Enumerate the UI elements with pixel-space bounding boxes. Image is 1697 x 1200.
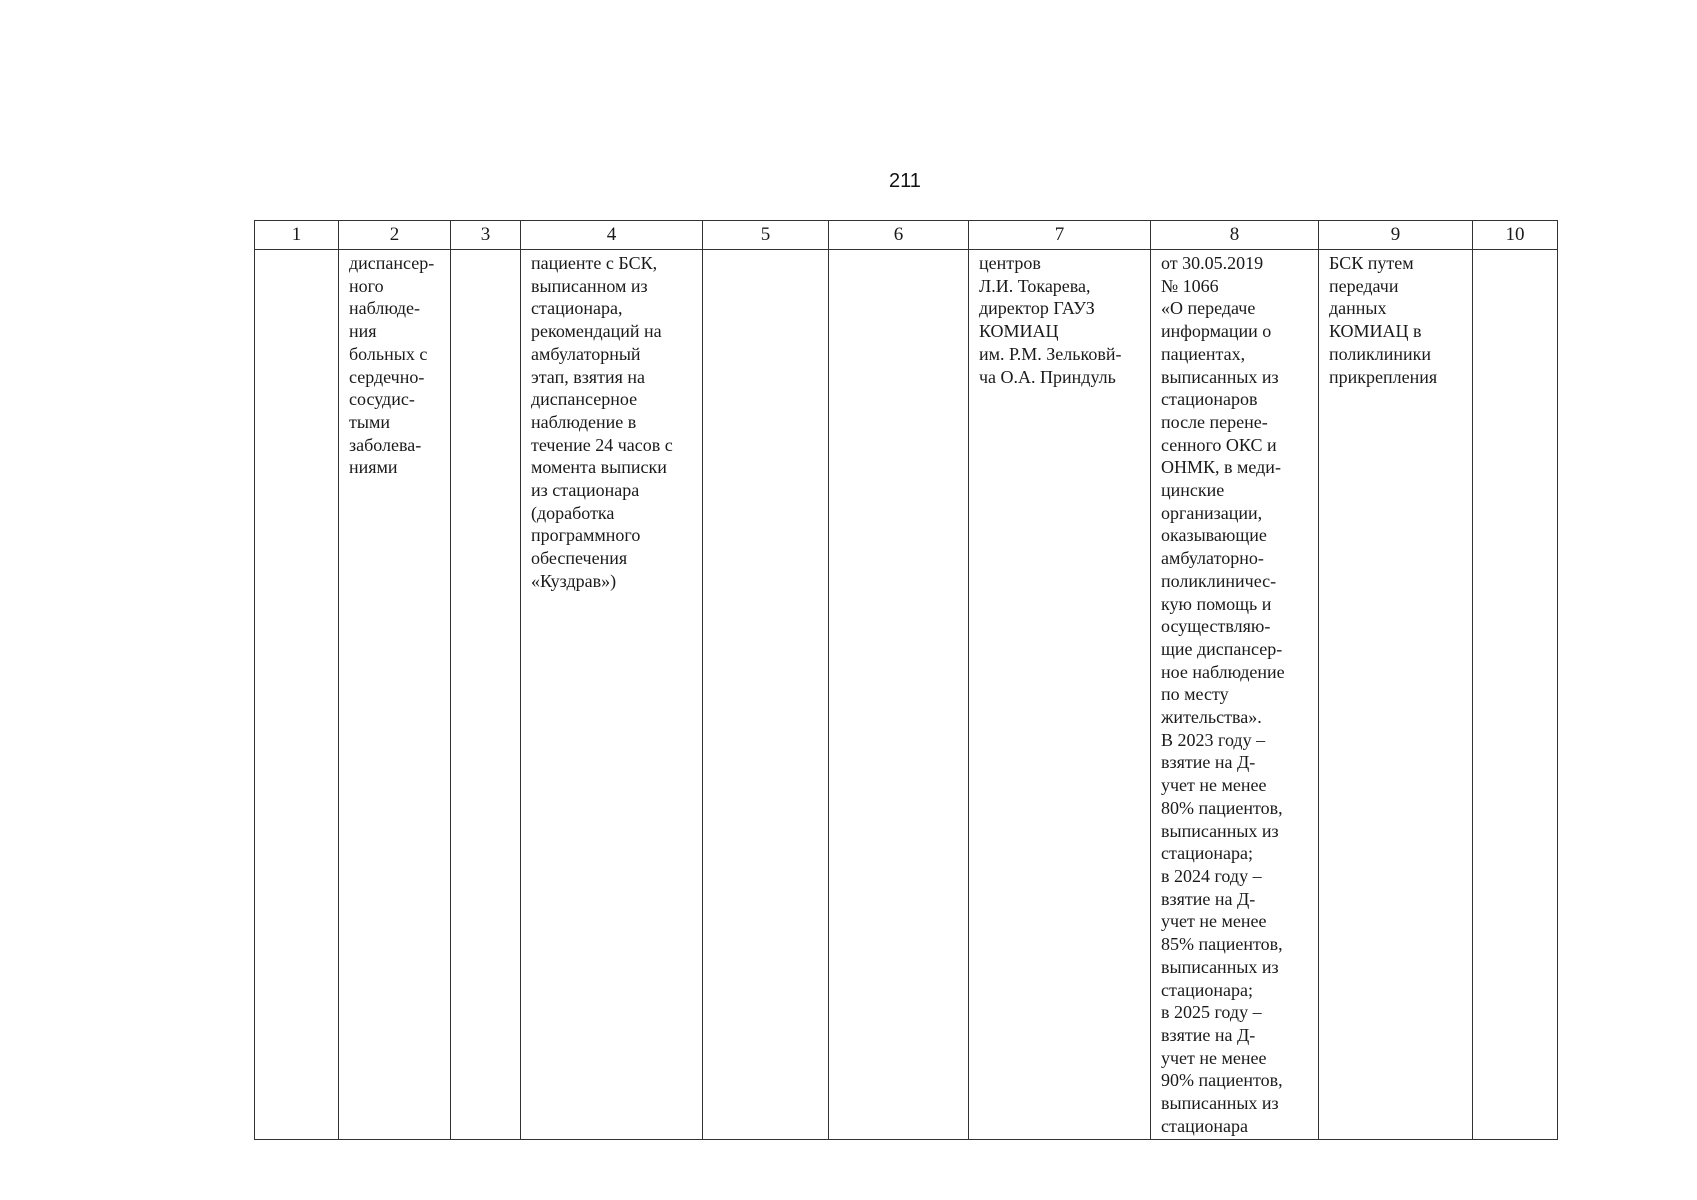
column-header-8: 8 (1151, 221, 1319, 250)
cell-col-3 (451, 250, 521, 1140)
column-header-6: 6 (829, 221, 969, 250)
cell-col-1 (255, 250, 339, 1140)
column-header-2: 2 (339, 221, 451, 250)
cell-col-6 (829, 250, 969, 1140)
column-header-10: 10 (1473, 221, 1558, 250)
cell-col-8: от 30.05.2019 № 1066 «О передаче информации о пациентах, выписанных из стационаров после перене- сенного ОКС и ОНМК, в меди- цинские организации, оказывающие амбулаторно- поликлиничес- кую помощь и осуществляю- щие диспансер- ное наблюдение по месту жительства». В 2023 году – взятие на Д- учет не менее 80% пациентов, выписанных из стационара; в 2024 году – взятие на Д- учет не менее 85% пациентов, выписанных из стационара; в 2025 году – взятие на Д- учет не менее 90% пациентов, выписанных из стационара (1151, 250, 1319, 1140)
column-header-1: 1 (255, 221, 339, 250)
header-row (255, 221, 1558, 250)
column-header-5: 5 (703, 221, 829, 250)
cell-col-9: БСК путем передачи данных КОМИАЦ в поликлиники прикрепления (1319, 250, 1473, 1140)
cell-col-5 (703, 250, 829, 1140)
cell-col-2: диспансер- ного наблюде- ния больных с сердечно- сосудис- тыми заболева- ниями (339, 250, 451, 1140)
column-header-4: 4 (521, 221, 703, 250)
page-number: 211 (889, 170, 921, 192)
column-header-3: 3 (451, 221, 521, 250)
cell-col-10 (1473, 250, 1558, 1140)
column-header-7: 7 (969, 221, 1151, 250)
cell-col-4: пациенте с БСК, выписанном из стационара, рекомендаций на амбулаторный этап, взятия на диспансерное наблюдение в течение 24 часов с момента выписки из стационара (доработка программного обеспечения «Куздрав») (521, 250, 703, 1140)
document-table (254, 220, 1558, 1140)
cell-col-7: центров Л.И. Токарева, директор ГАУЗ КОМИАЦ им. Р.М. Зельковй- ча О.А. Приндуль (969, 250, 1151, 1140)
column-header-9: 9 (1319, 221, 1473, 250)
table-row (255, 250, 1558, 1140)
